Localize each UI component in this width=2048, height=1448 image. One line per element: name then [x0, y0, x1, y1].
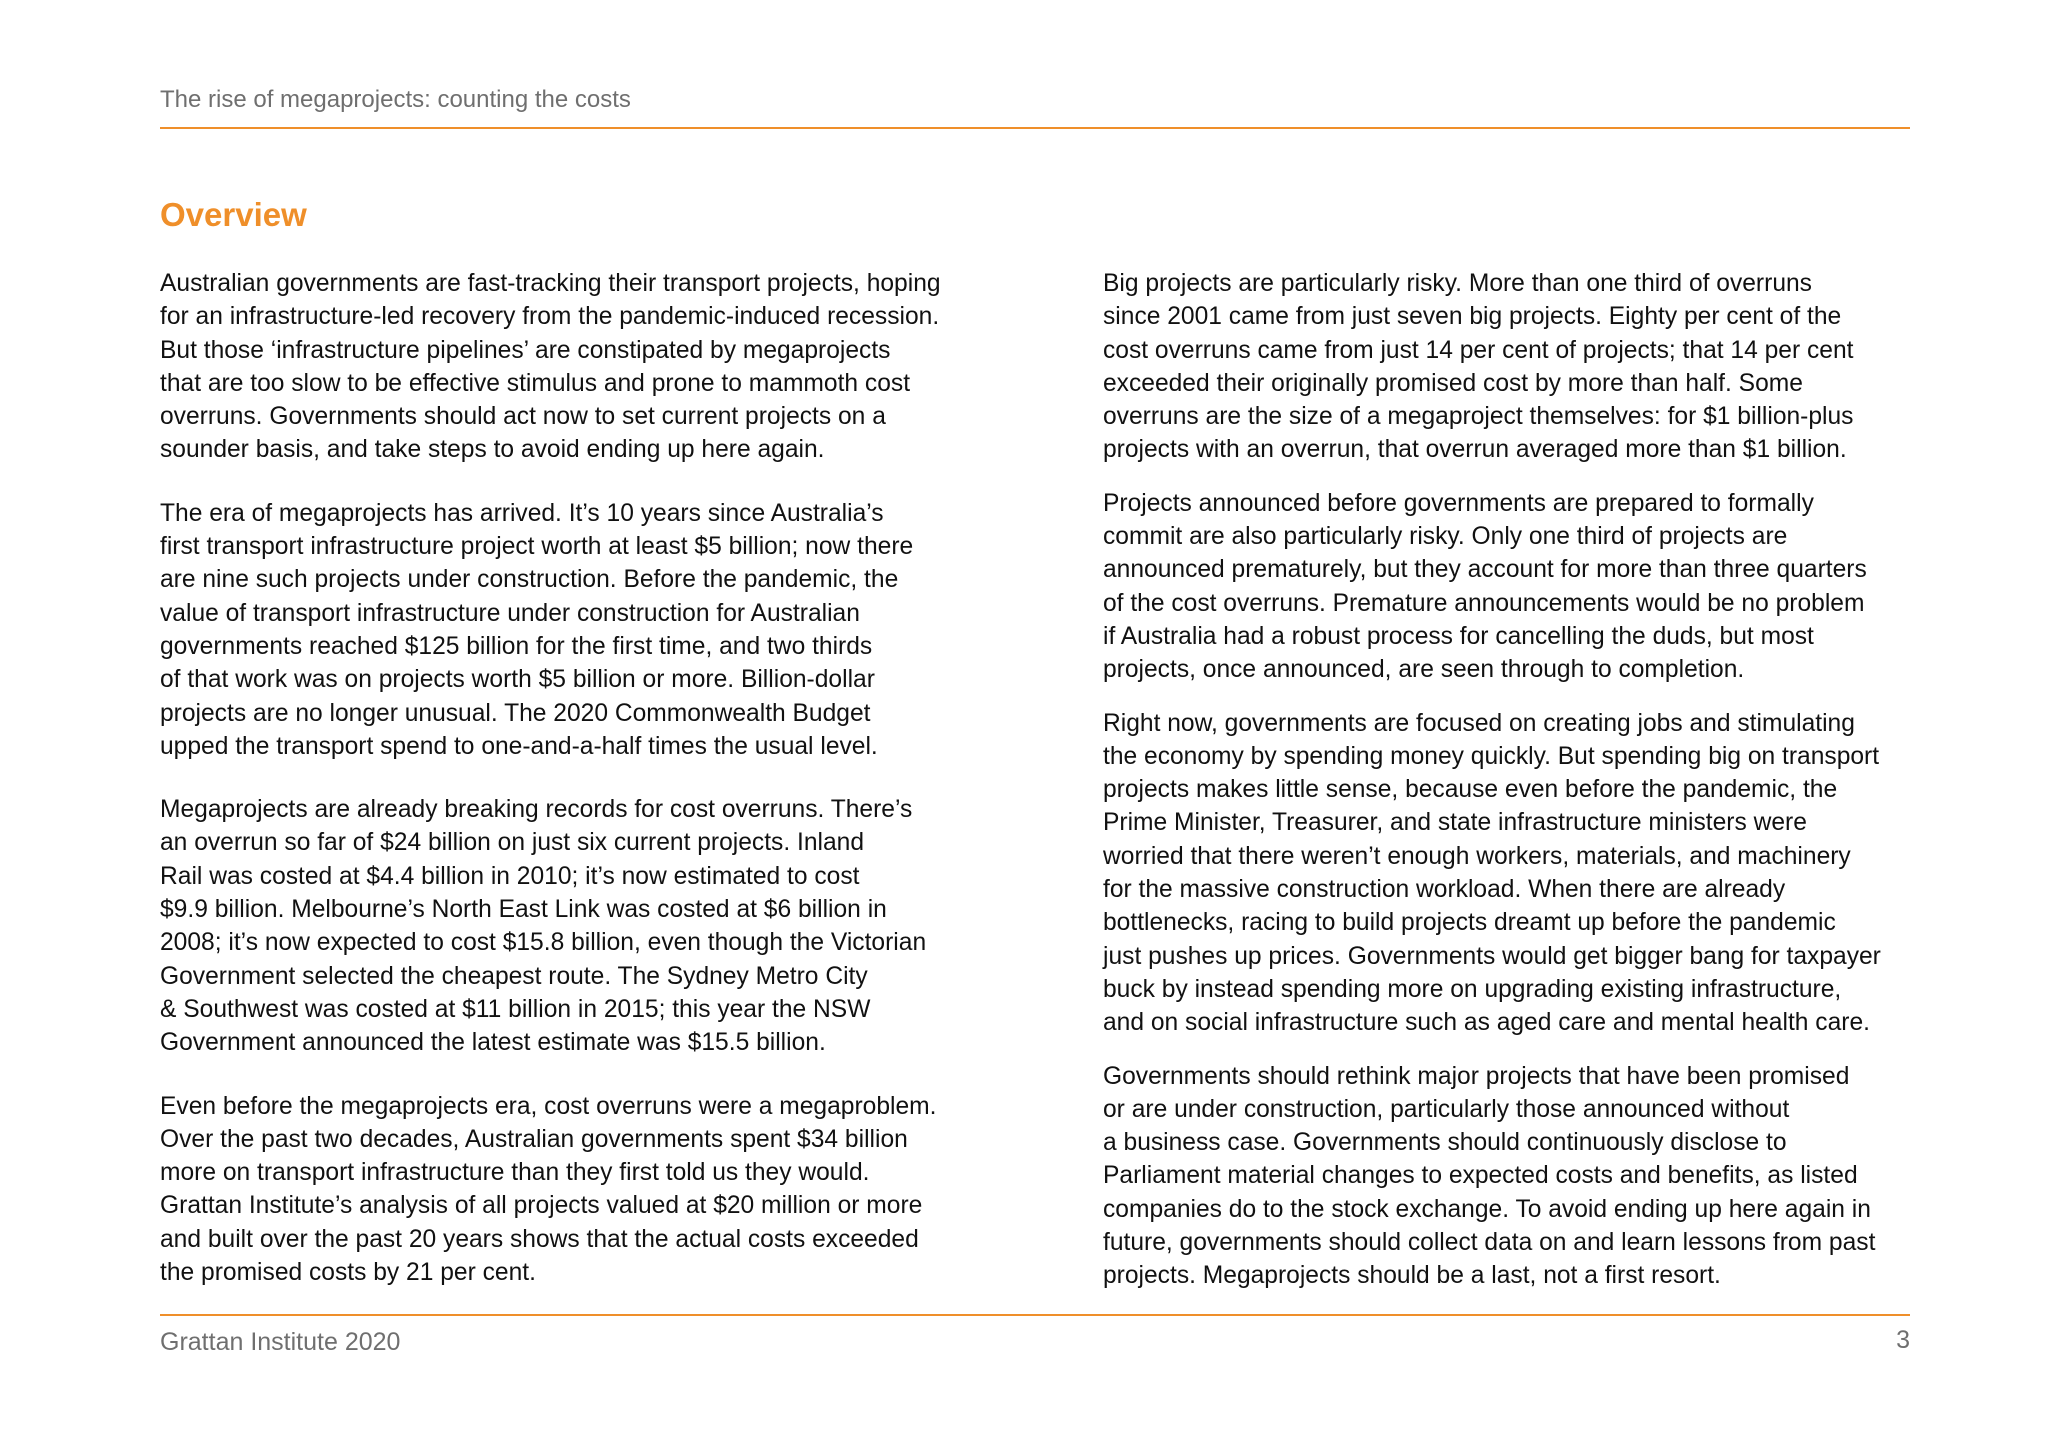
paragraph: Australian governments are fast-tracking their transport projects, hoping for an infrastructure-led recovery from the pandemic-induced recession. But those ‘infrastructure pipelines’ are constipated by megaprojects that are too slow to be effective stimulus and prone to mammoth cost overruns. Governments should act now to set current projects on a sounder basis, and take steps to avoid ending up here again.	[160, 270, 941, 464]
paragraph: Governments should rethink major projects that have been promised or are under construction, particularly those announced without a business case. Governments should continuously disclose to Parliament material changes to expected costs and benefits, as listed companies do to the stock exchange. To avoid ending up here again in future, governments should collect data on and learn lessons from past projects. Megaprojects should be a last, not a first resort.	[1103, 1062, 1876, 1290]
paragraph: Projects announced before governments are prepared to formally commit are also particularly risky. Only one third of projects are announced prematurely, but they account for more than three quarters of the cost overruns. Premature announcements would be no problem if Australia had a robust process for cancelling the duds, but most projects, once announced, are seen through to completion.	[1103, 489, 1867, 684]
left-column	[160, 267, 980, 1319]
footer-divider	[160, 1314, 1910, 1316]
paragraph: Megaprojects are already breaking records for cost overruns. There’s an overrun so far of $24 billion on just six current projects. Inland Rail was costed at $4.4 billion in 2010; it’s now estimated to cost $9.9 billion. Melbourne’s North East Link was costed at $6 billion in 2008; it’s now expected to cost $15.8 billion, even though the Victorian Government selected the cheapest route. The Sydney Metro City & Southwest was costed at $11 billion in 2015; this year the NSW Government announced the latest estimate was $15.5 billion.	[160, 796, 927, 1057]
header-divider	[160, 127, 1910, 129]
page-number: 3	[1896, 1326, 1910, 1354]
running-header-title: The rise of megaprojects: counting the costs	[160, 86, 631, 113]
paragraph: Big projects are particularly risky. More than one third of overruns since 2001 came from just seven big projects. Eighty per cent of the cost overruns came from just 14 per cent of projects; that 14 per cent exceeded their originally promised cost by more than half. Some overruns are the size of a megaproject themselves: for $1 billion-plus projects with an overrun, that overrun averaged more than $1 billion.	[1103, 270, 1854, 464]
section-title: Overview	[160, 196, 307, 233]
paragraph: Even before the megaprojects era, cost overruns were a megaproblem. Over the past two decades, Australian governments spent $34 billion more on transport infrastructure than they first told us they would. Grattan Institute’s analysis of all projects valued at $20 million or more and built over the past 20 years shows that the actual costs exceeded the promised costs by 21 per cent.	[160, 1092, 937, 1287]
paragraph: Right now, governments are focused on creating jobs and stimulating the economy by spending money quickly. But spending big on transport projects makes little sense, because even before the pandemic, the Prime Minister, Treasurer, and state infrastructure ministers were worried that there weren’t enough workers, materials, and machinery for the massive construction workload. When there are already bottlenecks, racing to build projects dreamt up before the pandemic just pushes up prices. Governments would get bigger bang for taxpayer buck by instead spending more on upgrading existing infrastructure, and on social infrastructure such as aged care and mental health care.	[1103, 709, 1881, 1037]
footer-publisher: Grattan Institute 2020	[160, 1328, 401, 1356]
paragraph: The era of megaprojects has arrived. It’s 10 years since Australia’s first transport infrastructure project worth at least $5 billion; now there are nine such projects under construction. Before the pandemic, the value of transport infrastructure under construction for Australian governments reached $125 billion for the first time, and two thirds of that work was on projects worth $5 billion or more. Billion-dollar projects are no longer unusual. The 2020 Commonwealth Budget upped the transport spend to one-and-a-half times the usual level.	[160, 499, 914, 760]
right-column	[1103, 267, 1913, 1313]
